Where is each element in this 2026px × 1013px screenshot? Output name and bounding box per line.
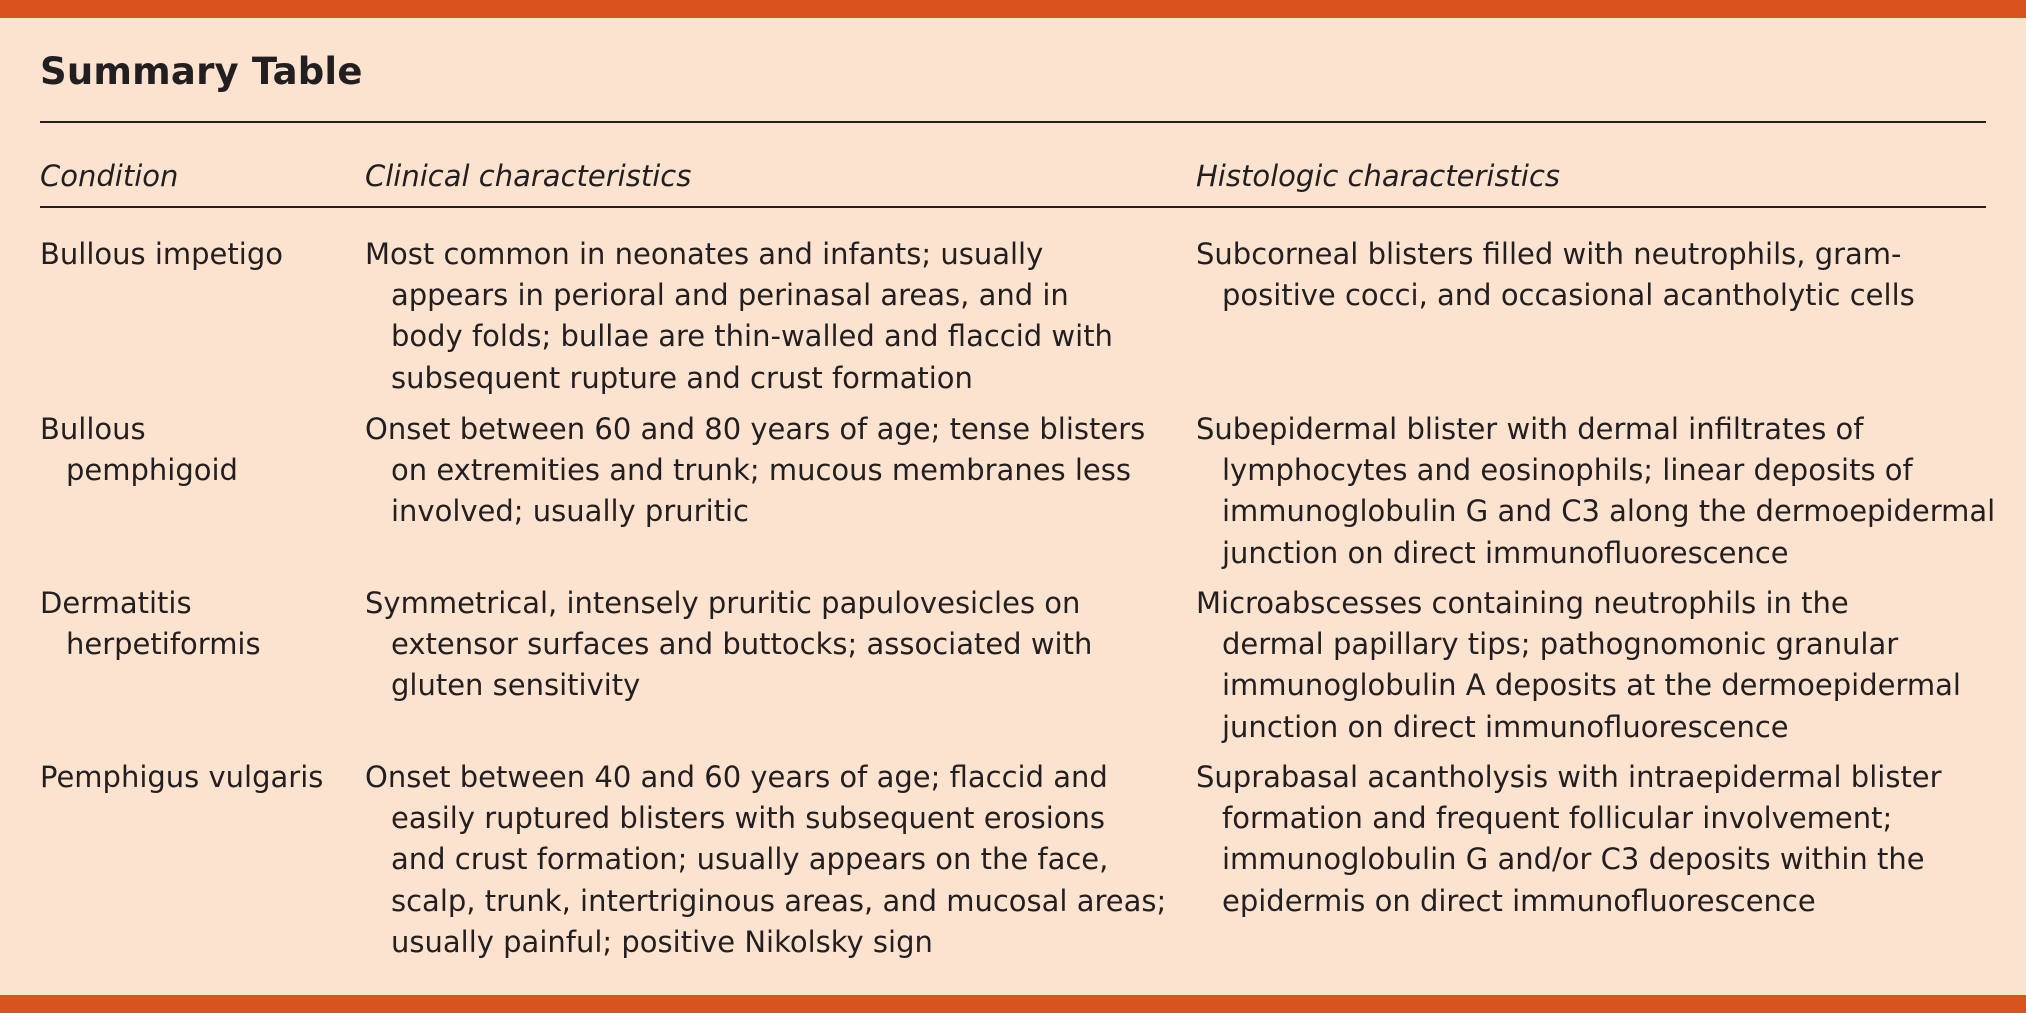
cell-line: junction on direct immunofluorescence	[1222, 535, 1789, 570]
row-4-condition	[40, 757, 323, 798]
row-1-histologic	[1196, 234, 1915, 316]
cell-line: extensor surfaces and buttocks; associated with	[391, 627, 1093, 662]
row-2-condition	[40, 409, 238, 491]
cell-line: Subcorneal blisters filled with neutrophils, gram-	[1196, 237, 1902, 271]
cell-line: scalp, trunk, intertriginous areas, and mucosal areas;	[391, 883, 1167, 918]
cell-line: body folds; bullae are thin-walled and flaccid with	[391, 319, 1113, 354]
row-3-histologic	[1196, 583, 1961, 748]
cell-line: Dermatitis	[40, 586, 192, 620]
table-title: Summary Table	[40, 50, 363, 93]
header-clinical: Clinical characteristics	[365, 159, 692, 193]
cell-line: immunoglobulin G and/or C3 deposits within the	[1222, 842, 1925, 877]
cell-line: herpetiformis	[66, 627, 261, 662]
cell-line: immunoglobulin G and C3 along the dermoepidermal	[1222, 494, 1996, 529]
row-3-clinical	[365, 583, 1092, 707]
cell-line: Symmetrical, intensely pruritic papulovesicles on	[365, 586, 1081, 620]
cell-line: easily ruptured blisters with subsequent erosions	[391, 801, 1105, 836]
title-rule	[40, 121, 1986, 123]
cell-line: appears in perioral and perinasal areas, and in	[391, 278, 1069, 313]
row-4-histologic	[1196, 757, 1942, 922]
cell-line: and crust formation; usually appears on the face,	[391, 842, 1109, 877]
cell-line: pemphigoid	[66, 453, 238, 488]
cell-line: Bullous	[40, 412, 146, 446]
cell-line: Subepidermal blister with dermal infiltrates of	[1196, 412, 1864, 446]
row-1-clinical	[365, 234, 1113, 399]
row-3-condition	[40, 583, 261, 665]
row-2-histologic	[1196, 409, 1995, 574]
cell-line: Suprabasal acantholysis with intraepidermal blister	[1196, 760, 1942, 794]
cell-line: Most common in neonates and infants; usually	[365, 237, 1044, 271]
cell-line: on extremities and trunk; mucous membranes less	[391, 453, 1131, 488]
cell-line: usually painful; positive Nikolsky sign	[391, 924, 933, 959]
cell-line: involved; usually pruritic	[391, 494, 749, 529]
cell-line: epidermis on direct immunofluorescence	[1222, 883, 1816, 918]
top-accent-bar	[0, 0, 2026, 18]
cell-line: Bullous impetigo	[40, 237, 283, 271]
cell-line: dermal papillary tips; pathognomonic granular	[1222, 627, 1899, 662]
row-4-clinical	[365, 757, 1166, 963]
row-1-condition	[40, 234, 283, 275]
cell-line: positive cocci, and occasional acantholytic cells	[1222, 278, 1915, 313]
cell-line: Pemphigus vulgaris	[40, 760, 324, 794]
cell-line: Onset between 60 and 80 years of age; tense blisters	[365, 412, 1146, 446]
cell-line: Microabscesses containing neutrophils in the	[1196, 586, 1849, 620]
cell-line: Onset between 40 and 60 years of age; flaccid and	[365, 760, 1108, 794]
cell-line: formation and frequent follicular involvement;	[1222, 801, 1893, 836]
row-2-clinical	[365, 409, 1145, 533]
cell-line: gluten sensitivity	[391, 668, 641, 703]
header-rule	[40, 206, 1986, 208]
header-histologic: Histologic characteristics	[1196, 159, 1561, 193]
cell-line: subsequent rupture and crust formation	[391, 360, 973, 395]
header-condition: Condition	[40, 159, 179, 193]
bottom-accent-bar	[0, 995, 2026, 1013]
cell-line: junction on direct immunofluorescence	[1222, 709, 1789, 744]
cell-line: lymphocytes and eosinophils; linear deposits of	[1222, 453, 1913, 488]
cell-line: immunoglobulin A deposits at the dermoepidermal	[1222, 668, 1961, 703]
